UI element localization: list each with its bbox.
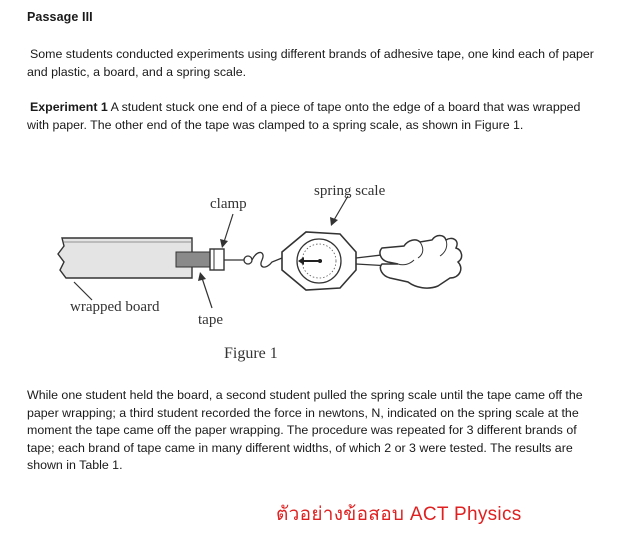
wrapped-board (58, 238, 192, 278)
intro-text: Some students conducted experiments using different brands of adhesive tape, one kind each of paper and plastic, a board, and a spring scale. (27, 47, 594, 79)
tape-arrow (202, 278, 212, 308)
wrapped-board-label: wrapped board (70, 299, 160, 315)
board-pointer (74, 282, 92, 300)
clamp-label: clamp (210, 196, 247, 212)
experiment-label: Experiment 1 (30, 100, 108, 114)
spring-scale-label: spring scale (314, 183, 386, 199)
passage-heading: Passage III (27, 10, 93, 24)
experiment-text: A student stuck one end of a piece of tape onto the edge of a board that was wrapped with paper. The other end of the tape was clamped to a spring scale, as shown in Figure 1. (27, 100, 581, 132)
clamp-body (210, 249, 224, 270)
figure-caption: Figure 1 (224, 345, 278, 362)
procedure-paragraph: While one student held the board, a second student pulled the spring scale until the tape came off the paper wrapping; a third student recorded the force in newtons, N, indicated on the spring scale at the moment the tape came off the paper wrapping. The procedure was repeated for 3 different brands of tape; each brand of tape came in many different widths, of which 2 or 3 were tested. The results are shown in Table 1. (27, 388, 583, 472)
apparatus-diagram (52, 178, 472, 368)
intro-paragraph (27, 46, 601, 81)
experiment-paragraph (27, 99, 601, 134)
figure-1 (52, 178, 472, 368)
spring-scale-arrow (334, 196, 348, 220)
watermark-text: ตัวอย่างข้อสอบ ACT Physics (276, 504, 522, 525)
clamp-arrow (224, 214, 233, 242)
tape-label: tape (198, 312, 223, 328)
clamp-ring (244, 256, 252, 264)
scale-hook (252, 252, 282, 267)
